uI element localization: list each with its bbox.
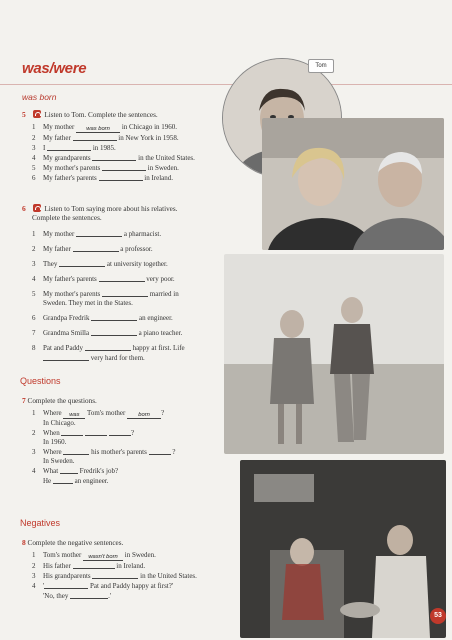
answer-field[interactable]: was [63, 411, 85, 419]
answer-field[interactable]: wasn't born [83, 553, 123, 561]
answer-field[interactable] [47, 143, 91, 151]
exercise-5 [22, 110, 222, 183]
audio-icon[interactable] [33, 204, 41, 212]
answer-field[interactable] [60, 466, 78, 474]
audio-icon[interactable] [33, 110, 41, 118]
section-heading-negatives: Negatives [20, 518, 61, 528]
answer-field[interactable] [73, 561, 115, 569]
kitchen-photo [240, 460, 446, 638]
list-item: 3 I in 1985. [32, 144, 116, 152]
list-item: 2 My father a professor. [32, 245, 153, 253]
list-item: 3 Where his mother's parents ? [32, 448, 176, 456]
list-item: 8 Pat and Paddy happy at first. Life [32, 344, 185, 352]
answer-field[interactable] [149, 447, 171, 455]
list-item: 2 His father in Ireland. [32, 562, 146, 570]
list-item: 4 ' Pat and Paddy happy at first?' [32, 582, 174, 590]
exercise-6-instruction: 6 Listen to Tom saying more about his relatives. [22, 204, 178, 213]
answer-field[interactable] [91, 313, 137, 321]
section-subheading: was born [22, 92, 57, 102]
list-item: Sweden. They met in the States. [43, 299, 133, 307]
answer-field[interactable] [109, 428, 131, 436]
exercise-number: 5 [22, 110, 26, 119]
couple-photo [262, 118, 444, 250]
answer-field[interactable] [61, 428, 83, 436]
list-item: 1 My mother a pharmacist. [32, 230, 162, 238]
section-heading-questions: Questions [20, 376, 61, 386]
list-item: 1 My mother was born in Chicago in 1960. [32, 123, 178, 132]
answer-field[interactable] [85, 343, 131, 351]
answer-field[interactable] [73, 244, 119, 252]
answer-field[interactable] [99, 173, 143, 181]
list-item: 7 Grandma Smilla a piano teacher. [32, 329, 183, 337]
list-item: very hard for them. [32, 353, 232, 363]
divider [0, 84, 452, 85]
tom-label: Tom [308, 59, 334, 73]
exercise-5-instruction: 5 Listen to Tom. Complete the sentences. [22, 110, 158, 119]
answer-field[interactable] [92, 153, 136, 161]
answer-field[interactable] [70, 591, 108, 599]
answer-field[interactable] [102, 163, 146, 171]
list-item: 1 Where was Tom's mother born ? [32, 409, 165, 418]
page-title: was/were [22, 60, 87, 77]
answer-field[interactable] [63, 447, 89, 455]
list-item: 1 Tom's mother wasn't born in Sweden. [32, 551, 156, 560]
answer-field[interactable] [102, 289, 148, 297]
list-item: 4 My father's parents very poor. [32, 275, 175, 283]
answer-field[interactable] [92, 571, 138, 579]
answer-field[interactable] [43, 353, 89, 361]
exercise-8: 8 Complete the negative sentences. 1 Tom's mother wasn't born in Sweden. 2 His father in Ireland. 3 His grandparents in the United States. 4 ' Pat and Paddy happy at first?' 'No, they .' [22, 538, 252, 601]
page-number: 53 [430, 608, 446, 624]
exercise-number: 6 [22, 204, 26, 213]
exercise-7: 7 Complete the questions. 1 Where was Tom's mother born ? In Chicago. 2 When ? In 1960. 3 Where his mother's parents ? In Sweden. 4 What Fredrik's job? He an engineer. [22, 396, 232, 486]
answer-field[interactable]: was born [76, 125, 120, 133]
answer-field[interactable] [44, 581, 88, 589]
answer-field[interactable] [73, 133, 117, 141]
list-item: 5 My mother's parents in Sweden. [32, 164, 179, 172]
list-item: 6 Grandpa Fredrik an engineer. [32, 314, 173, 322]
list-item: 2 My father in New York in 1958. [32, 134, 179, 142]
list-item: 5 My mother's parents married in [32, 290, 179, 298]
list-item: 4 My grandparents in the United States. [32, 154, 195, 162]
list-item: 3 His grandparents in the United States. [32, 572, 197, 580]
list-item: 6 My father's parents in Ireland. [32, 174, 174, 182]
answer-field[interactable] [53, 476, 73, 484]
answer-field[interactable]: born [127, 411, 161, 419]
list-item: 2 When ? [32, 429, 135, 437]
list-item: 4 What Fredrik's job? [32, 467, 119, 475]
beach-couple-photo [224, 254, 444, 454]
list-item: 3 They at university together. [32, 260, 168, 268]
answer-field[interactable] [76, 229, 122, 237]
answer-field[interactable] [91, 328, 137, 336]
answer-field[interactable] [59, 259, 105, 267]
answer-field[interactable] [99, 274, 145, 282]
exercise-6: 6 Listen to Tom saying more about his relatives. Complete the sentences. 1 My mother a pharmacist. 2 My father a professor. 3 They at university together. 4 My father's parents very poor. 5 My mother's parents married in Sweden. They met in the States. 6 Grandpa Fredrik an engineer. 7 Grandma Smilla a piano teacher. 8 Pat and Paddy happy at first. Life very hard for them. [22, 204, 232, 363]
answer-field[interactable] [85, 428, 107, 436]
